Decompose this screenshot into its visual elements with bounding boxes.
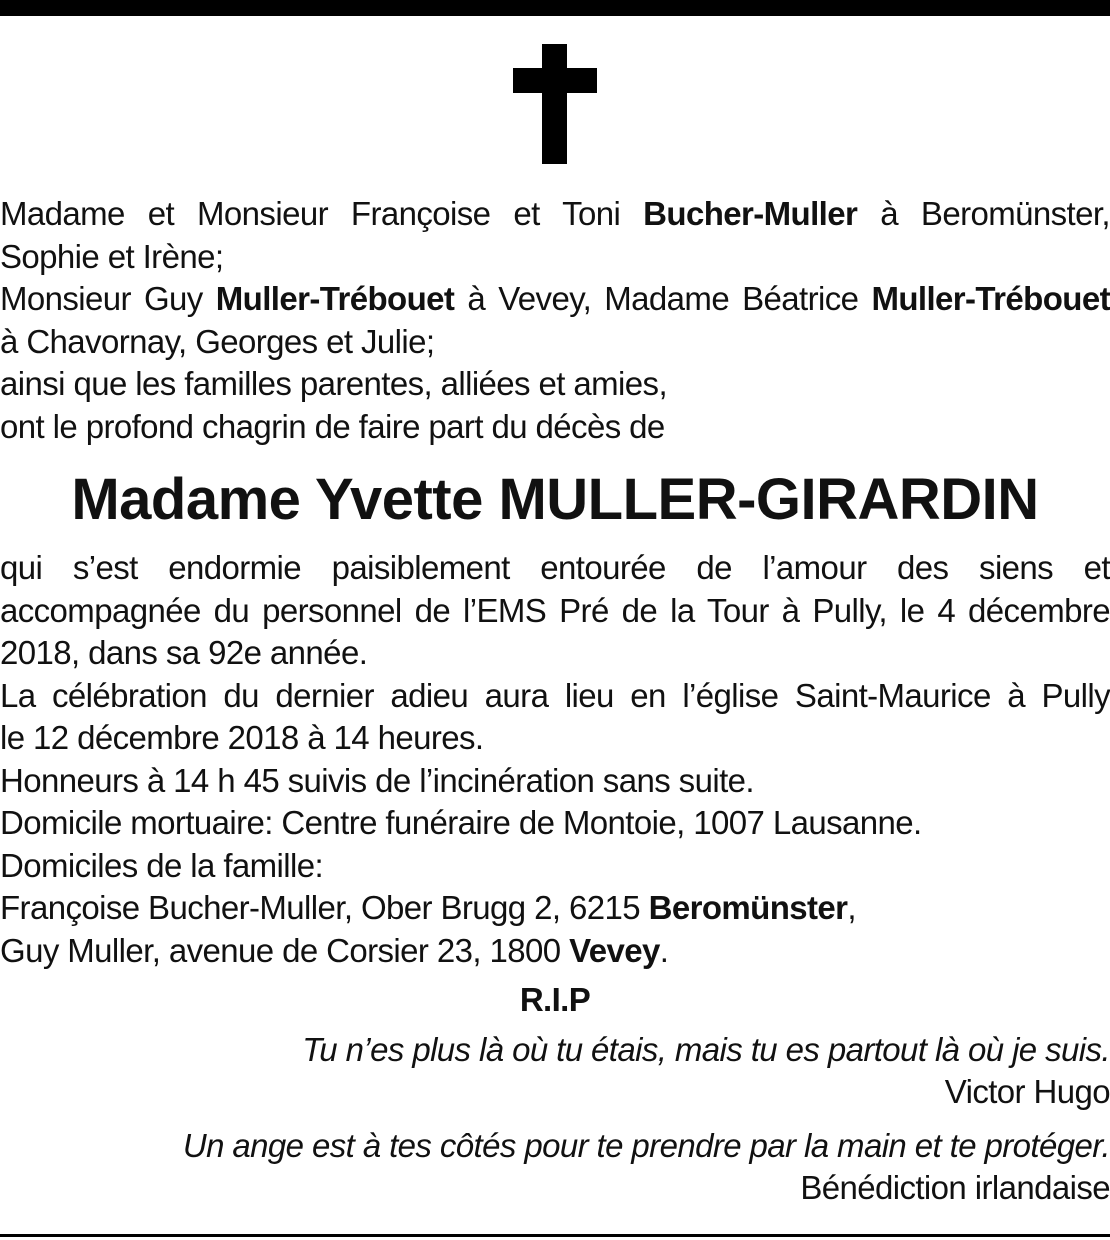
bottom-border-rule [0,1234,1110,1237]
details-line-9: Françoise Bucher-Muller, Ober Brugg 2, 6215 Beromünster, [0,889,856,926]
family-line-3: Monsieur Guy Muller-Trébouet à Vevey, Madame Béatrice Muller-Trébouet [0,280,1110,317]
details-line-10: Guy Muller, avenue de Corsier 23, 1800 Vevey. [0,931,669,969]
details-line-8: Domiciles de la famille: [0,846,324,884]
family-line-5: ainsi que les familles parentes, alliées et amies, [0,365,668,402]
details-line-3: 2018, dans sa 92e année. [0,634,368,671]
city-beromunster: Beromünster [648,889,848,926]
quote-text-2: Un ange est à tes côtés pour te prendre par la main et te protéger. [182,1126,1110,1164]
quote-author-2: Bénédiction irlandaise [800,1169,1110,1206]
details-line-2: accompagnée du personnel de l’EMS Pré de la Tour à Pully, le 4 décembre [0,591,1110,629]
family-name-bucher-muller: Bucher-Muller [643,195,858,232]
cross-icon [513,44,597,164]
details-line-7: Domicile mortuaire: Centre funéraire de Montoie, 1007 Lausanne. [0,804,922,841]
family-line-4: à Chavornay, Georges et Julie; [0,322,435,360]
details-line-4: La célébration du dernier adieu aura lieu en l’église Saint-Maurice à Pully [0,676,1110,714]
obituary-body [0,193,1110,1210]
family-line-2: Sophie et Irène; [0,237,224,275]
deceased-name: Madame Yvette MULLER-GIRARDIN [71,467,1039,532]
family-name-muller-trebouet-1: Muller-Trébouet [215,280,455,317]
details-line-5: le 12 décembre 2018 à 14 heures. [0,719,484,756]
details-line-1: qui s’est endormie paisiblement entourée de l’amour des siens et [0,549,1110,586]
quote-author-1: Victor Hugo [944,1073,1110,1110]
quote-text-1: Tu n’es plus là où tu étais, mais tu es partout là où je suis. [302,1030,1110,1068]
family-name-muller-trebouet-2: Muller-Trébouet [871,280,1110,317]
city-vevey: Vevey [569,931,660,969]
top-border-rule [0,0,1110,16]
family-line-1: Madame et Monsieur Françoise et Toni Bucher-Muller à Beromünster, [0,195,1110,232]
family-line-6: ont le profond chagrin de faire part du décès de [0,407,665,445]
rip-heading: R.I.P [519,981,591,1018]
details-line-6: Honneurs à 14 h 45 suivis de l’incinération sans suite. [0,761,754,799]
